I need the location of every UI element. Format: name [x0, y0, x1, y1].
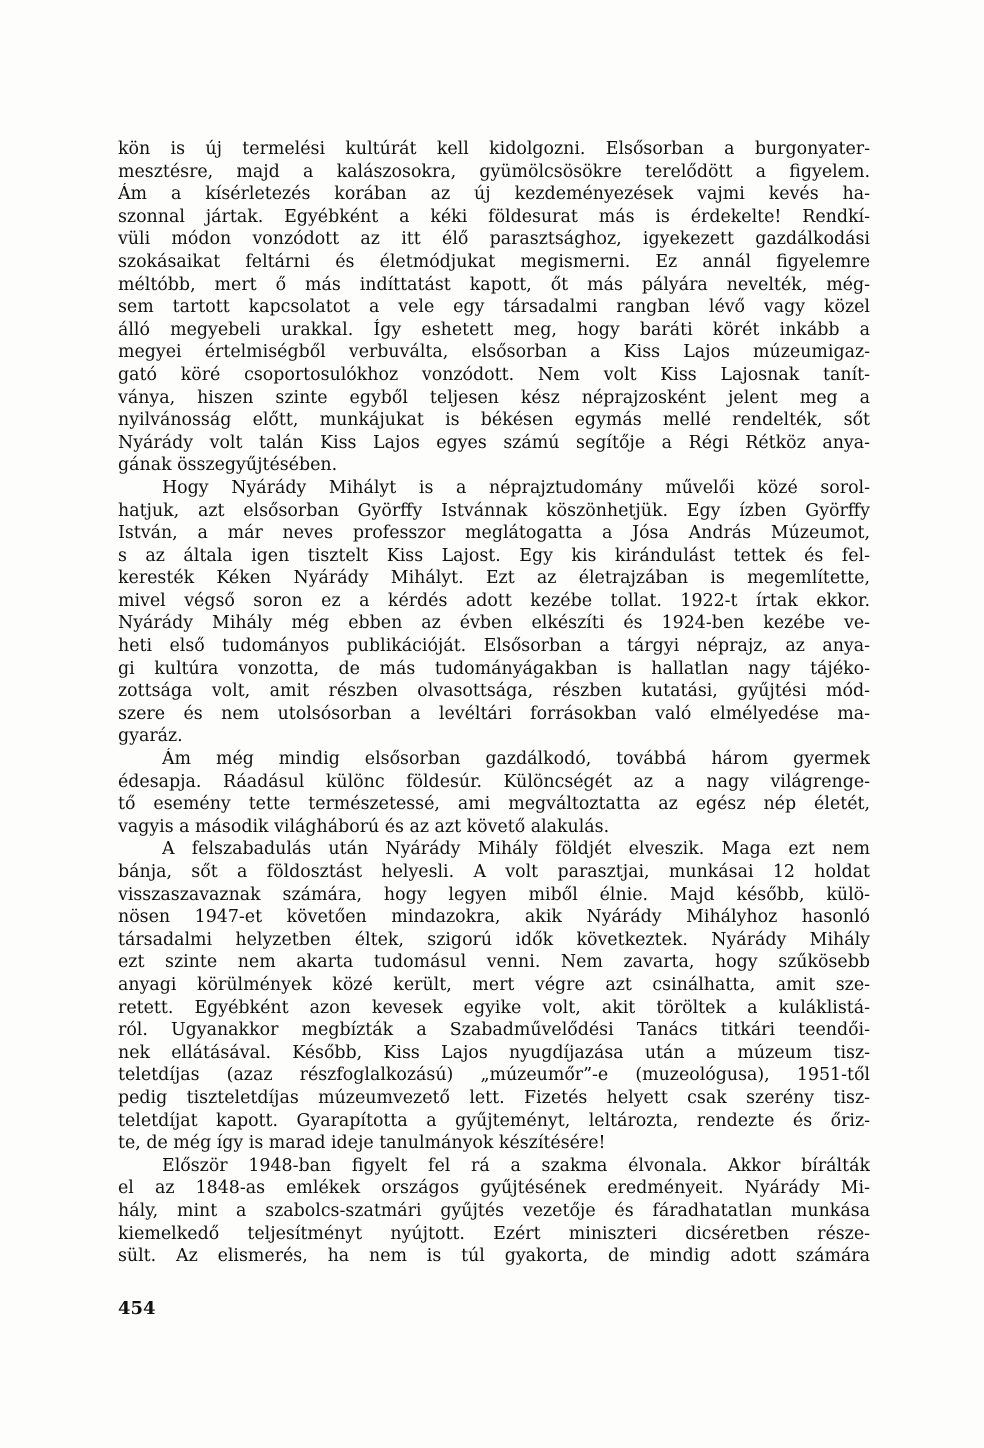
text-line: Először 1948-ban figyelt fel rá a szakma élvonala. Akkor bírálták [162, 1155, 870, 1176]
text-line: bánja, sőt a földosztást helyesli. A volt parasztjai, munkásai 12 holdat [118, 862, 870, 882]
text-line: keresték Kéken Nyárády Mihályt. Ezt az életrajzában is megemlítette, [118, 568, 870, 589]
text-line: kön is új termelési kultúrát kell kidolgozni. Elsősorban a burgonyater- [118, 139, 870, 159]
text-line: Hogy Nyárády Mihályt is a néprajztudomány művelői közé sorol- [162, 477, 870, 498]
text-line: sem tartott kapcsolatot a vele egy társadalmi rangban lévő vagy közel [118, 297, 870, 318]
text-line: kiemelkedő teljesítményt nyújtott. Ezért miniszteri dicséretben része- [118, 1223, 870, 1244]
text-line: nösen 1947-et követően mindazokra, akik Nyárády Mihályhoz hasonló [118, 907, 870, 928]
text-line: álló megyebeli urakkal. Így eshetett meg, hogy baráti körét inkább a [118, 319, 870, 340]
text-line: mivel végső soron ez a kérdés adott kezébe tollat. 1922-t írtak ekkor. [118, 590, 870, 611]
text-line: gának összegyűjtésében. [118, 455, 338, 476]
text-line: s az általa igen tisztelt Kiss Lajost. Egy kis kirándulást tettek és fel- [118, 545, 870, 566]
text-line: nyilvánosság előtt, munkájukat is békésen egymás mellé rendelték, sőt [118, 410, 870, 431]
text-line: ról. Ugyanakkor megbízták a Szabadművelődési Tanács titkári teendői- [118, 1020, 870, 1041]
text-line: visszaszavaznak számára, hogy legyen miből élnie. Majd később, külö- [118, 884, 870, 905]
text-line: Ám még mindig elsősorban gazdálkodó, továbbá három gyermek [162, 749, 870, 770]
text-line: sült. Az elismerés, ha nem is túl gyakorta, de mindig adott számára [118, 1246, 870, 1267]
text-line: szere és nem utolsósorban a levéltári forrásokban való elmélyedése ma- [118, 703, 870, 724]
text-line: mesztésre, majd a kalászosokra, gyümölcsösökre terelődött a figyelem. [118, 161, 870, 182]
text-line: megyei értelmiségből verbuválta, elsősorban a Kiss Lajos múzeumigaz- [118, 342, 870, 363]
text-line: vagyis a második világháború és az azt követő alakulás. [118, 816, 610, 837]
text-line: Nyárády Mihály még ebben az évben elkészíti és 1924-ben kezébe ve- [118, 613, 870, 634]
text-line: Nyárády volt talán Kiss Lajos egyes számú segítője a Régi Rétköz anya- [118, 432, 870, 453]
text-line: hály, mint a szabolcs-szatmári gyűjtés vezetője és fáradhatatlan munkása [118, 1200, 870, 1221]
text-line: zottsága volt, amit részben olvasottsága, részben kutatási, gyűjtési mód- [118, 681, 870, 702]
text-line: gató köré csoportosulókhoz vonzódott. Nem volt Kiss Lajosnak tanít- [118, 364, 870, 385]
text-line: teletdíjas (azaz részfoglalkozású) „múzeumőr”-e (muzeológusa), 1951-től [118, 1065, 870, 1086]
text-line: tő esemény tette természetessé, ami megváltoztatta az egész nép életét, [118, 794, 870, 815]
text-line: teletdíjat kapott. Gyarapította a gyűjteményt, leltározta, rendezte és őriz- [118, 1110, 870, 1131]
text-line: méltóbb, mert ő más indíttatást kapott, őt más pályára nevelték, még- [118, 274, 870, 295]
text-line: gyaráz. [118, 726, 183, 747]
text-line: szokásaikat feltárni és életmódjukat megismerni. Ez annál figyelemre [118, 251, 870, 272]
text-line: retett. Egyébként azon kevesek egyike volt, akit töröltek a kuláklistá- [118, 997, 870, 1018]
page-number: 454 [118, 1298, 156, 1319]
body-text [118, 138, 870, 1268]
text-line: ezt szinte nem akarta tudomásul venni. Nem zavarta, hogy szűkösebb [118, 952, 870, 973]
text-line: te, de még így is marad ideje tanulmányok készítésére! [118, 1133, 606, 1154]
text-line: István, a már neves professzor meglátogatta a Jósa András Múzeumot, [118, 523, 870, 544]
text-line: anyagi körülmények közé került, mert végre azt csinálhatta, amit sze- [118, 974, 870, 995]
text-line: pedig tiszteletdíjas múzeumvezető lett. Fizetés helyett csak szerény tisz- [118, 1087, 870, 1108]
text-line: édesapja. Ráadásul különc földesúr. Különcségét az a nagy világrenge- [118, 771, 870, 792]
text-line: nek ellátásával. Később, Kiss Lajos nyugdíjazása után a múzeum tisz- [118, 1042, 870, 1063]
text-line: gi kultúra vonzotta, de más tudományágakban is hallatlan nagy tájéko- [118, 658, 870, 679]
text-line: el az 1848-as emlékek országos gyűjtésének eredményeit. Nyárády Mi- [118, 1178, 870, 1199]
text-line: heti első tudományos publikációját. Elsősorban a tárgyi néprajz, az anya- [118, 636, 870, 657]
text-line: A felszabadulás után Nyárády Mihály földjét elveszik. Maga ezt nem [162, 839, 870, 860]
text-line: vüli módon vonzódott az itt élő parasztsághoz, igyekezett gazdálkodási [118, 229, 870, 250]
text-line: szonnal jártak. Egyébként a kéki földesurat más is érdekelte! Rendkí- [118, 206, 870, 227]
text-line: Ám a kísérletezés korában az új kezdeményezések vajmi kevés ha- [118, 184, 870, 205]
text-line: hatjuk, azt elsősorban Györffy Istvánnak köszönhetjük. Egy ízben Györffy [118, 500, 870, 521]
text-line: társadalmi helyzetben éltek, szigorú idők következtek. Nyárády Mihály [118, 929, 870, 950]
text-line: ványa, hiszen szinte egyből teljesen kész néprajzosként jelent meg a [118, 387, 870, 408]
